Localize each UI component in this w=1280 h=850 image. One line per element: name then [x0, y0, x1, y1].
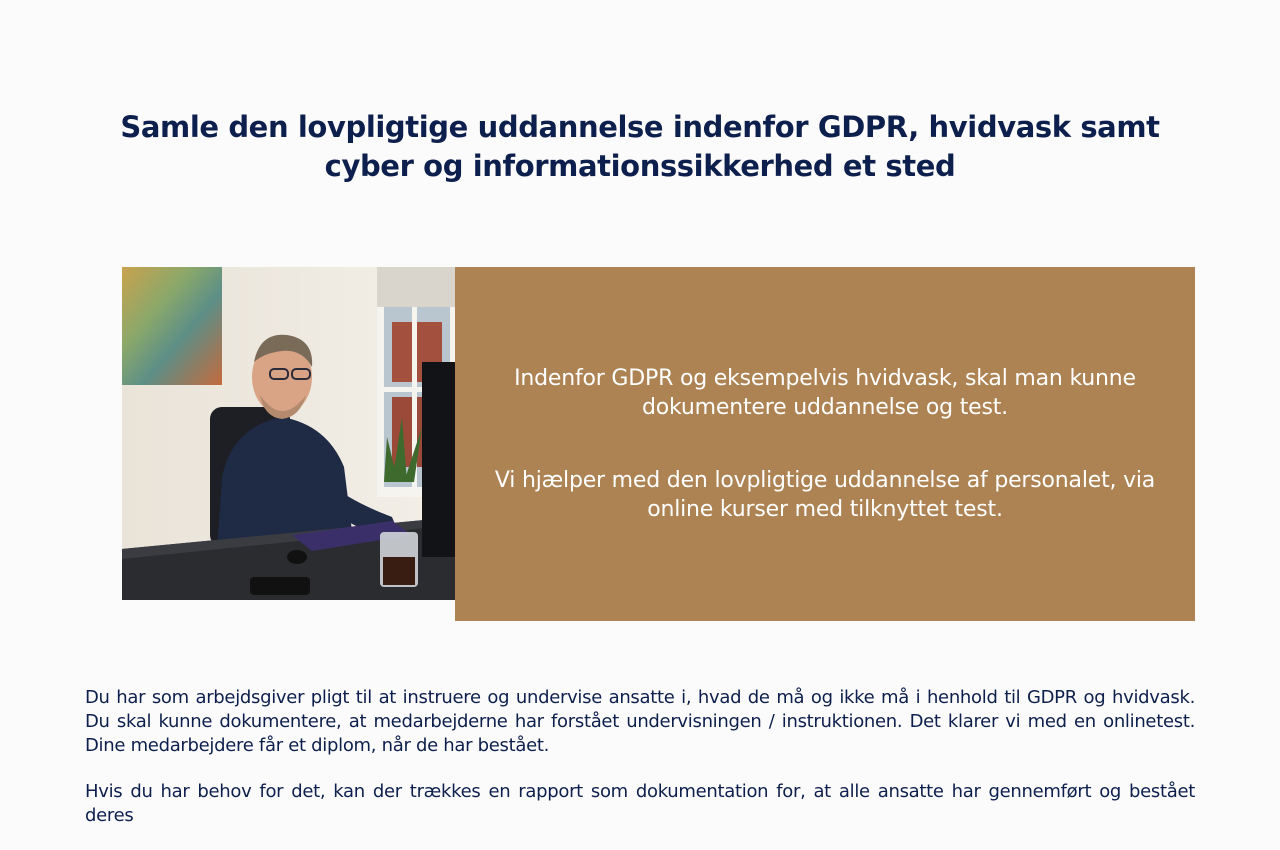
body-text	[85, 686, 1195, 850]
body-paragraph-2: Hvis du har behov for det, kan der trækkes en rapport som dokumentation for, at alle ansatte har gennemført og bestået deres	[85, 781, 1195, 826]
body-paragraph-1: Du har som arbejdsgiver pligt til at instruere og undervise ansatte i, hvad de må og ikke må i henhold til GDPR og hvidvask. Du skal kunne dokumentere, at medarbejderne har forstået undervisningen / instruktionen. Det klarer vi med en onlinetest. Dine medarbejdere får et diplom, når de har bestået.	[85, 687, 1195, 756]
office-photo	[122, 267, 455, 600]
page-title: Samle den lovpligtige uddannelse indenfor GDPR, hvidvask samt cyber og informationssikkerhed et sted	[120, 110, 1160, 183]
info-box-paragraph-1: Indenfor GDPR og eksempelvis hvidvask, skal man kunne dokumentere uddannelse og test.	[514, 366, 1136, 420]
info-box	[455, 267, 1195, 621]
office-photo-man-at-computer-icon	[122, 267, 455, 600]
info-box-paragraph-2: Vi hjælper med den lovpligtige uddannelse af personalet, via online kurser med tilknyttet test.	[494, 468, 1156, 522]
